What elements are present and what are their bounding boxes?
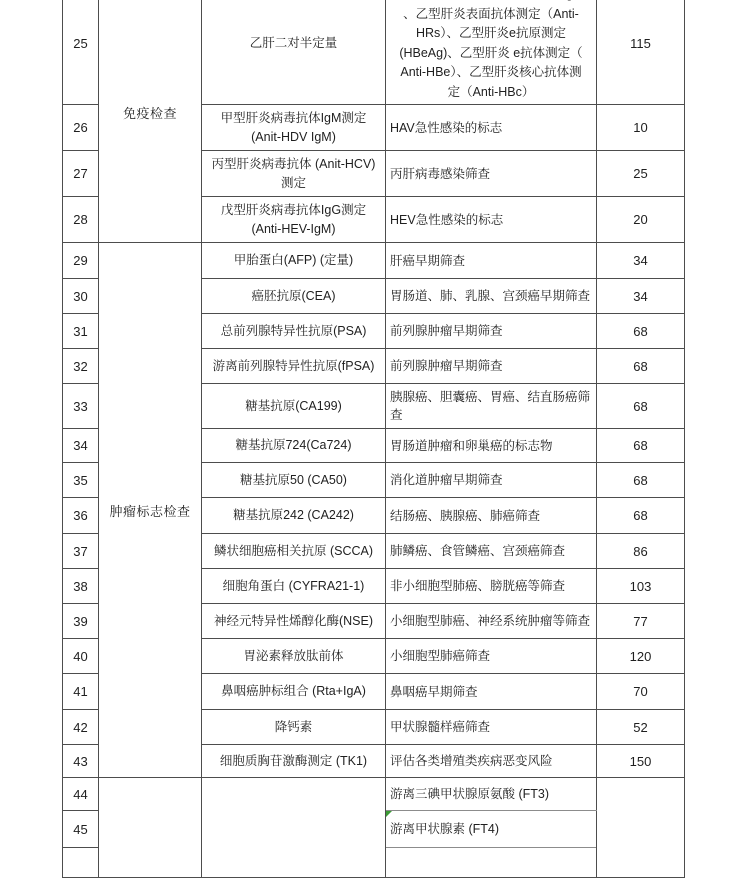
row-number-cell: 26 bbox=[63, 105, 99, 151]
description-line: Anti-HBe）、乙型肝炎核心抗体测 bbox=[400, 65, 582, 79]
row-number-cell: 32 bbox=[63, 349, 99, 384]
test-name-line: 甲型肝炎病毒抗体IgM测定 bbox=[220, 110, 367, 125]
price-cell: 34 bbox=[597, 279, 685, 314]
description-cell: 前列腺肿瘤早期筛查 bbox=[386, 349, 597, 384]
test-name-cell: 鳞状细胞癌相关抗原 (SCCA) bbox=[202, 534, 386, 569]
test-name-cell: 糖基抗原724(Ca724) bbox=[202, 429, 386, 463]
price-cell: 68 bbox=[597, 498, 685, 534]
test-name-cell: 鼻咽癌肿标组合 (Rta+IgA) bbox=[202, 674, 386, 710]
row-number-cell: 25 bbox=[63, 0, 99, 105]
price-cell bbox=[597, 778, 685, 878]
description-cell bbox=[386, 811, 597, 848]
row-number-cell: 45 bbox=[63, 811, 99, 848]
test-name-cell: 胃泌素释放肽前体 bbox=[202, 639, 386, 674]
test-name-line: 戊型肝炎病毒抗体IgG测定 bbox=[220, 202, 367, 217]
row-number-cell: 38 bbox=[63, 569, 99, 604]
test-name-cell: 糖基抗原50 (CA50) bbox=[202, 463, 386, 498]
test-name-cell: 甲胎蛋白(AFP) (定量) bbox=[202, 243, 386, 279]
row-number-cell: 40 bbox=[63, 639, 99, 674]
row-number-cell: 27 bbox=[63, 151, 99, 197]
row-number-cell: 37 bbox=[63, 534, 99, 569]
description-cell: 丙肝病毒感染筛查 bbox=[386, 151, 597, 197]
description-cell: 胃肠道、肺、乳腺、宫颈癌早期筛查 bbox=[386, 279, 597, 314]
description-cell: 胃肠道肿瘤和卵巢癌的标志物 bbox=[386, 429, 597, 463]
description-cell: 胰腺癌、胆囊癌、胃癌、结直肠癌筛查 bbox=[386, 384, 597, 429]
row-number-cell: 33 bbox=[63, 384, 99, 429]
price-cell: 115 bbox=[597, 0, 685, 105]
description-cell: 游离三碘甲状腺原氨酸 (FT3) bbox=[386, 778, 597, 811]
test-name-cell: 癌胚抗原(CEA) bbox=[202, 279, 386, 314]
test-name-cell bbox=[202, 151, 386, 197]
row-number-cell: 41 bbox=[63, 674, 99, 710]
price-cell: 150 bbox=[597, 745, 685, 778]
row-number-cell: 30 bbox=[63, 279, 99, 314]
price-cell: 52 bbox=[597, 710, 685, 745]
description-cell bbox=[386, 0, 597, 105]
row-number-cell: 35 bbox=[63, 463, 99, 498]
price-cell: 103 bbox=[597, 569, 685, 604]
price-cell: 68 bbox=[597, 314, 685, 349]
description-cell: 鼻咽癌早期筛查 bbox=[386, 674, 597, 710]
price-cell: 34 bbox=[597, 243, 685, 279]
price-cell: 120 bbox=[597, 639, 685, 674]
description-cell: HEV急性感染的标志 bbox=[386, 197, 597, 243]
price-cell: 25 bbox=[597, 151, 685, 197]
row-number-cell: 34 bbox=[63, 429, 99, 463]
test-name-cell: 神经元特异性烯醇化酶(NSE) bbox=[202, 604, 386, 639]
row-number-cell: 42 bbox=[63, 710, 99, 745]
description-cell: 小细胞型肺癌筛查 bbox=[386, 639, 597, 674]
price-cell: 68 bbox=[597, 429, 685, 463]
test-name-cell: 糖基抗原(CA199) bbox=[202, 384, 386, 429]
description-cell: 肝癌早期筛查 bbox=[386, 243, 597, 279]
price-cell: 68 bbox=[597, 349, 685, 384]
description-cell: 小细胞型肺癌、神经系统肿瘤等筛查 bbox=[386, 604, 597, 639]
category-cell: 肿瘤标志检查 bbox=[99, 243, 202, 778]
description-line: 、乙型肝炎表面抗体测定（Anti- bbox=[403, 6, 579, 21]
price-cell: 70 bbox=[597, 674, 685, 710]
test-name-cell bbox=[202, 778, 386, 878]
test-name-cell bbox=[202, 197, 386, 243]
description-cell bbox=[386, 848, 597, 878]
description-cell: 评估各类增殖类疾病恶变风险 bbox=[386, 745, 597, 778]
price-cell: 20 bbox=[597, 197, 685, 243]
test-name-line: (Anit-HDV IgM) bbox=[251, 129, 336, 144]
description-cell: 消化道肿瘤早期筛查 bbox=[386, 463, 597, 498]
description-cell: 结肠癌、胰腺癌、肺癌筛查 bbox=[386, 498, 597, 534]
description-line: HRs）、乙型肝炎e抗原测定 bbox=[415, 26, 566, 40]
description-cell: 肺鳞癌、食管鳞癌、宫颈癌筛查 bbox=[386, 534, 597, 569]
price-cell: 86 bbox=[597, 534, 685, 569]
category-cell: 免疫检查 bbox=[99, 0, 202, 243]
test-name-cell: 细胞角蛋白 (CYFRA21-1) bbox=[202, 569, 386, 604]
row-number-cell: 36 bbox=[63, 498, 99, 534]
test-name-cell: 细胞质胸苷激酶测定 (TK1) bbox=[202, 745, 386, 778]
row-number-cell bbox=[63, 848, 99, 878]
description-cell: HAV急性感染的标志 bbox=[386, 105, 597, 151]
table-row bbox=[63, 0, 685, 105]
description-cell: 前列腺肿瘤早期筛查 bbox=[386, 314, 597, 349]
row-number-cell: 31 bbox=[63, 314, 99, 349]
table-row bbox=[63, 778, 685, 811]
row-number-cell: 43 bbox=[63, 745, 99, 778]
category-cell bbox=[99, 778, 202, 878]
table-row bbox=[63, 243, 685, 279]
test-name-line: 丙型肝炎病毒抗体 (Anit-HCV) bbox=[211, 156, 376, 171]
row-number-cell: 28 bbox=[63, 197, 99, 243]
description-cell: 甲状腺髓样癌筛查 bbox=[386, 710, 597, 745]
description-text: 游离甲状腺素 (FT4) bbox=[390, 822, 500, 836]
test-name-cell: 降钙素 bbox=[202, 710, 386, 745]
description-cell: 非小细胞型肺癌、膀胱癌等筛查 bbox=[386, 569, 597, 604]
price-cell: 77 bbox=[597, 604, 685, 639]
description-line: (HBeAg)、乙型肝炎 e抗体测定（ bbox=[399, 45, 583, 60]
row-number-cell: 29 bbox=[63, 243, 99, 279]
test-name-cell: 糖基抗原242 (CA242) bbox=[202, 498, 386, 534]
row-number-cell: 44 bbox=[63, 778, 99, 811]
test-name-cell: 总前列腺特异性抗原(PSA) bbox=[202, 314, 386, 349]
price-cell: 68 bbox=[597, 463, 685, 498]
test-name-cell: 乙肝二对半定量 bbox=[202, 0, 386, 105]
test-name-line: (Anti-HEV-IgM) bbox=[251, 221, 336, 236]
price-cell: 10 bbox=[597, 105, 685, 151]
row-number-cell: 39 bbox=[63, 604, 99, 639]
test-name-cell bbox=[202, 105, 386, 151]
cell-error-indicator-icon bbox=[386, 811, 392, 817]
price-cell: 68 bbox=[597, 384, 685, 429]
medical-test-price-table bbox=[62, 0, 685, 878]
test-name-line: 测定 bbox=[280, 175, 306, 190]
test-name-cell: 游离前列腺特异性抗原(fPSA) bbox=[202, 349, 386, 384]
description-line: 定（Anti-HBc） bbox=[447, 84, 535, 99]
description-line bbox=[388, 0, 594, 5]
